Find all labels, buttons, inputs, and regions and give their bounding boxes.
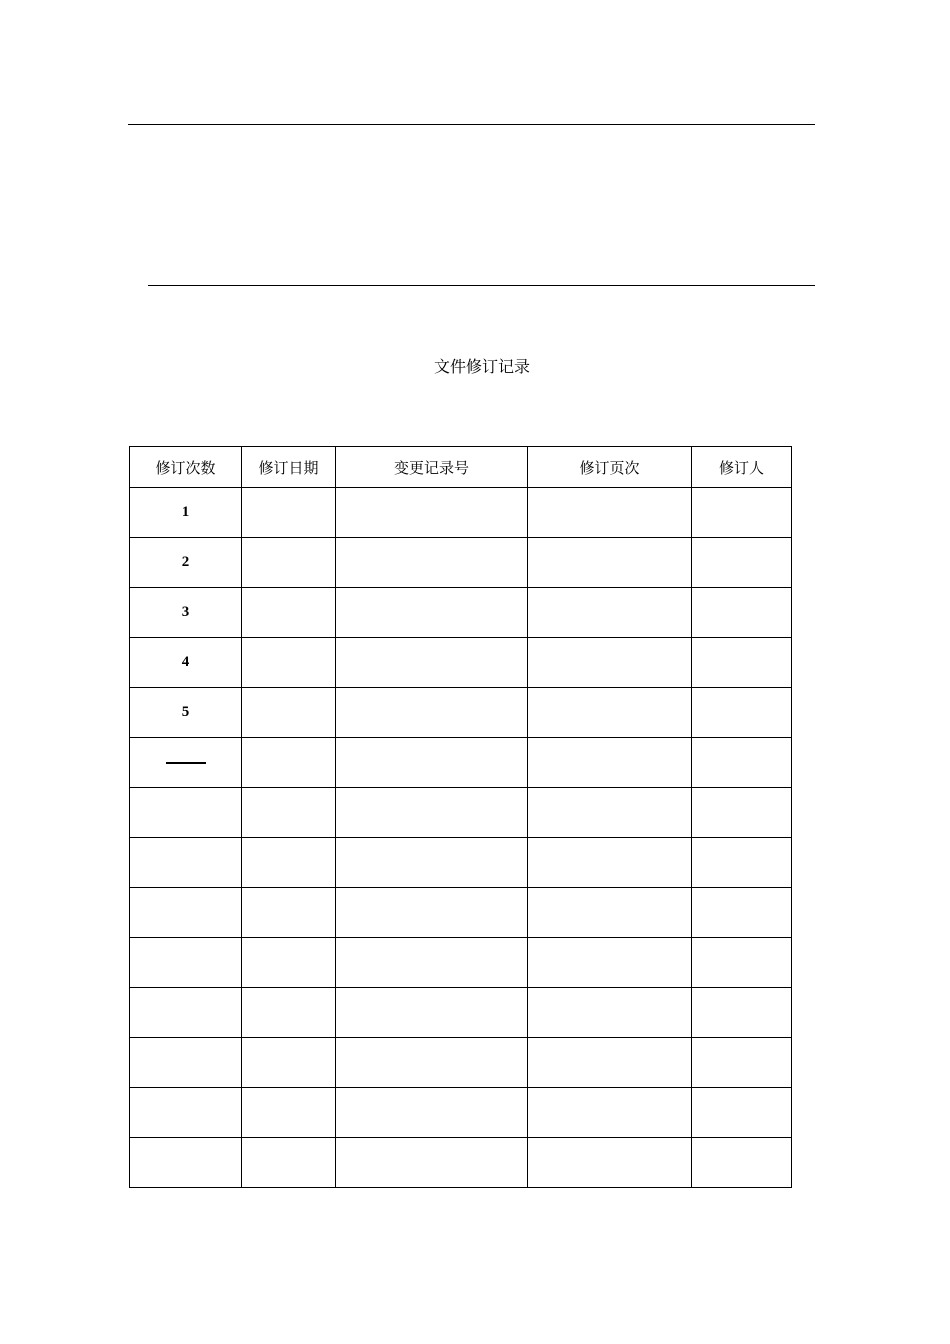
change-record-number-cell [336, 588, 528, 638]
reviser-cell [692, 938, 792, 988]
table-header-row [130, 447, 792, 488]
change-record-number-cell [336, 838, 528, 888]
reviser-cell [692, 638, 792, 688]
table-row [130, 788, 792, 838]
table-row [130, 888, 792, 938]
revised-pages-cell [528, 1138, 692, 1188]
revision-count-cell: 4 [130, 638, 242, 688]
revised-pages-cell [528, 938, 692, 988]
revision-date-cell [242, 1088, 336, 1138]
table-row [130, 738, 792, 788]
revision-date-cell [242, 1138, 336, 1188]
revision-date-cell [242, 538, 336, 588]
change-record-number-cell [336, 538, 528, 588]
change-record-number-cell [336, 638, 528, 688]
change-record-number-cell [336, 688, 528, 738]
table-row [130, 988, 792, 1038]
table-row [130, 688, 792, 738]
revision-date-cell [242, 1038, 336, 1088]
header-rule-top [128, 124, 815, 125]
reviser-cell [692, 538, 792, 588]
revised-pages-cell [528, 988, 692, 1038]
revision-date-cell [242, 588, 336, 638]
reviser-cell [692, 988, 792, 1038]
change-record-number-cell [336, 488, 528, 538]
revision-count-cell: 2 [130, 538, 242, 588]
reviser-cell [692, 588, 792, 638]
revision-count-cell: 1 [130, 488, 242, 538]
table-row [130, 838, 792, 888]
revision-count-cell [130, 888, 242, 938]
reviser-cell [692, 738, 792, 788]
table-body [130, 488, 792, 1188]
revision-date-cell [242, 838, 336, 888]
revision-count-cell [130, 938, 242, 988]
table-row [130, 488, 792, 538]
reviser-cell [692, 1038, 792, 1088]
revision-count-cell: 5 [130, 688, 242, 738]
reviser-cell [692, 788, 792, 838]
revision-date-cell [242, 738, 336, 788]
revision-date-cell [242, 888, 336, 938]
header-change-record-number: 变更记录号 [336, 447, 528, 488]
reviser-cell [692, 838, 792, 888]
table-row [130, 588, 792, 638]
table-row [130, 538, 792, 588]
revised-pages-cell [528, 538, 692, 588]
revision-date-cell [242, 638, 336, 688]
reviser-cell [692, 488, 792, 538]
revision-count-cell [130, 838, 242, 888]
revision-date-cell [242, 488, 336, 538]
revision-count-cell [130, 1138, 242, 1188]
revised-pages-cell [528, 588, 692, 638]
header-revision-date: 修订日期 [242, 447, 336, 488]
revision-count-cell [130, 1038, 242, 1088]
change-record-number-cell [336, 788, 528, 838]
table-row [130, 1088, 792, 1138]
change-record-number-cell [336, 938, 528, 988]
reviser-cell [692, 688, 792, 738]
revised-pages-cell [528, 888, 692, 938]
revised-pages-cell [528, 788, 692, 838]
change-record-number-cell [336, 888, 528, 938]
revision-count-cell [130, 988, 242, 1038]
table-row [130, 1138, 792, 1188]
reviser-cell [692, 888, 792, 938]
revision-count-cell: 3 [130, 588, 242, 638]
reviser-cell [692, 1138, 792, 1188]
revised-pages-cell [528, 688, 692, 738]
revised-pages-cell [528, 488, 692, 538]
change-record-number-cell [336, 1138, 528, 1188]
revision-record-table [129, 446, 792, 1188]
revision-count-cell [130, 1088, 242, 1138]
revision-date-cell [242, 988, 336, 1038]
revised-pages-cell [528, 1088, 692, 1138]
table-row [130, 1038, 792, 1088]
table-row [130, 638, 792, 688]
revised-pages-cell [528, 738, 692, 788]
header-rule-bottom [148, 285, 815, 286]
header-reviser: 修订人 [692, 447, 792, 488]
revision-date-cell [242, 938, 336, 988]
revision-count-cell [130, 738, 242, 788]
revision-count-cell [130, 788, 242, 838]
revised-pages-cell [528, 838, 692, 888]
dash-mark [166, 762, 206, 764]
revised-pages-cell [528, 638, 692, 688]
reviser-cell [692, 1088, 792, 1138]
header-revision-count: 修订次数 [130, 447, 242, 488]
change-record-number-cell [336, 1088, 528, 1138]
change-record-number-cell [336, 988, 528, 1038]
revision-date-cell [242, 788, 336, 838]
change-record-number-cell [336, 738, 528, 788]
page-title: 文件修订记录 [433, 357, 530, 376]
header-revised-pages: 修订页次 [528, 447, 692, 488]
table-row [130, 938, 792, 988]
change-record-number-cell [336, 1038, 528, 1088]
revision-date-cell [242, 688, 336, 738]
revised-pages-cell [528, 1038, 692, 1088]
